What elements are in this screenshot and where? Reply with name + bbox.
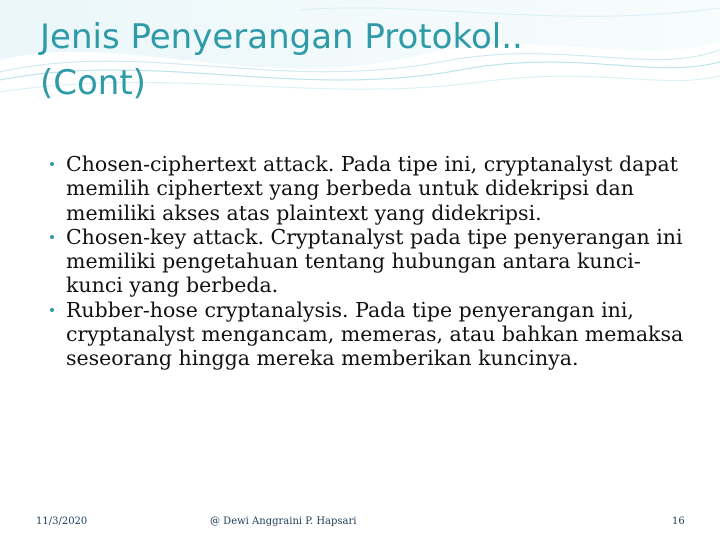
- bullet-item: [44, 152, 694, 225]
- bullet-text: Chosen-ciphertext attack. Pada tipe ini, cryptanalyst dapat memilih ciphertext yang berbeda untuk didekripsi dan memiliki akses atas plaintext yang didekripsi.: [66, 152, 678, 225]
- bullet-text: Rubber-hose cryptanalysis. Pada tipe penyerangan ini, cryptanalyst mengancam, memeras, atau bahkan memaksa seseorang hingga mereka memberikan kuncinya.: [66, 297, 684, 371]
- bullet-list: [44, 152, 694, 371]
- bullet-item: [44, 298, 694, 371]
- slide-title-line2: (Cont): [40, 63, 146, 103]
- footer-page-number: 16: [672, 516, 685, 527]
- bullet-item: [44, 225, 694, 298]
- footer-author: @ Dewi Anggraini P. Hapsari: [210, 516, 357, 527]
- bullet-dot-icon: [50, 162, 54, 166]
- slide-title: [40, 14, 660, 106]
- bullet-dot-icon: [50, 308, 54, 312]
- bullet-dot-icon: [50, 235, 54, 239]
- footer-date: 11/3/2020: [36, 516, 88, 527]
- bullet-text: Chosen-key attack. Cryptanalyst pada tipe penyerangan ini memiliki pengetahuan tentang hubungan antara kunci-kunci yang berbeda.: [66, 224, 683, 298]
- slide-title-line1: Jenis Penyerangan Protokol..: [40, 17, 523, 57]
